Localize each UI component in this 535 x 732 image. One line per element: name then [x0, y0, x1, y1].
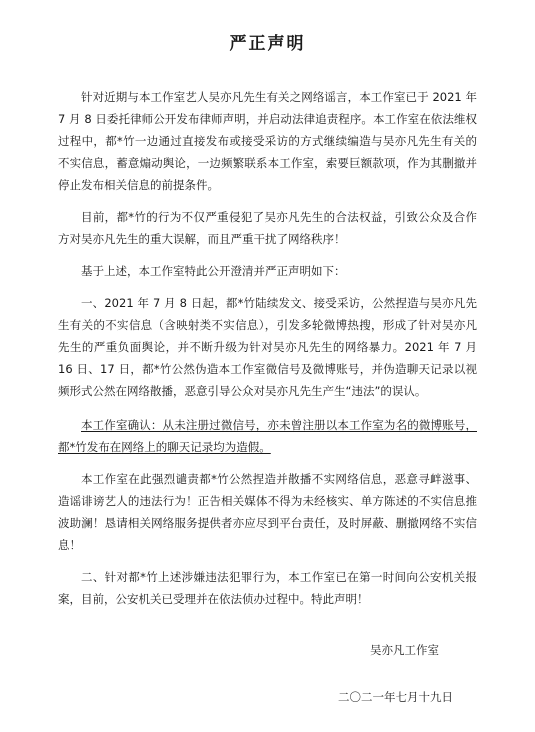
paragraph-confirmation: 本工作室确认：从未注册过微信号，亦未曾注册以本工作室为名的微博账号，都*竹发布在网络上的聊天记录均为造假。: [58, 418, 477, 454]
paragraph-intro: 基于上述，本工作室特此公开澄清并严正声明如下：: [81, 264, 346, 278]
signature: 吴亦凡工作室: [370, 643, 439, 657]
paragraph-impact: 目前，都*竹的行为不仅严重侵犯了吴亦凡先生的合法权益，引致公众及合作方对吴亦凡先生的重大误解，而且严重干扰了网络秩序！: [58, 210, 477, 246]
signature-date: 二〇二一年七月十九日: [338, 690, 453, 704]
page-title: 严正声明: [229, 34, 306, 54]
paragraph-condemnation: 本工作室在此强烈谴责都*竹公然捏造并散播不实网络信息，恶意寻衅滋事、造谣诽谤艺人的违法行为！正告相关媒体不得为未经核实、单方陈述的不实信息推波助澜！恳请相关网络服务提供者亦应尽到平台责任，及时屏蔽、删撤网络不实信息！: [58, 472, 477, 552]
paragraph-background: 针对近期与本工作室艺人吴亦凡先生有关之网络谣言，本工作室已于 2021 年 7 月 8 日委托律师公开发布律师声明，并启动法律追责程序。本工作室在依法维权过程中，都*竹一边通过直接发布或接受采访的方式继续编造与吴亦凡先生有关的不实信息，蓄意煽动舆论，一边频繁联系本工作室，索要巨额款项，作为其删撤并停止发布相关信息的前提条件。: [58, 90, 477, 192]
paragraph-point-one: 一、2021 年 7 月 8 日起，都*竹陆续发文、接受采访，公然捏造与吴亦凡先生有关的不实信息（含映射类不实信息），引发多轮微博热搜，形成了针对吴亦凡先生的严重负面舆论，并不断升级为针对吴亦凡先生的网络暴力。2021 年 7 月 16 日、17 日，都*竹公然伪造本工作室微信号及微博账号，并伪造聊天记录以视频形式公然在网络散播，恶意引导公众对吴亦凡先生产生“违法”的误认。: [58, 296, 477, 398]
paragraph-point-two: 二、针对都*竹上述涉嫌违法犯罪行为，本工作室已在第一时间向公安机关报案，目前，公安机关已受理并在依法侦办过程中。特此声明！: [58, 570, 477, 606]
